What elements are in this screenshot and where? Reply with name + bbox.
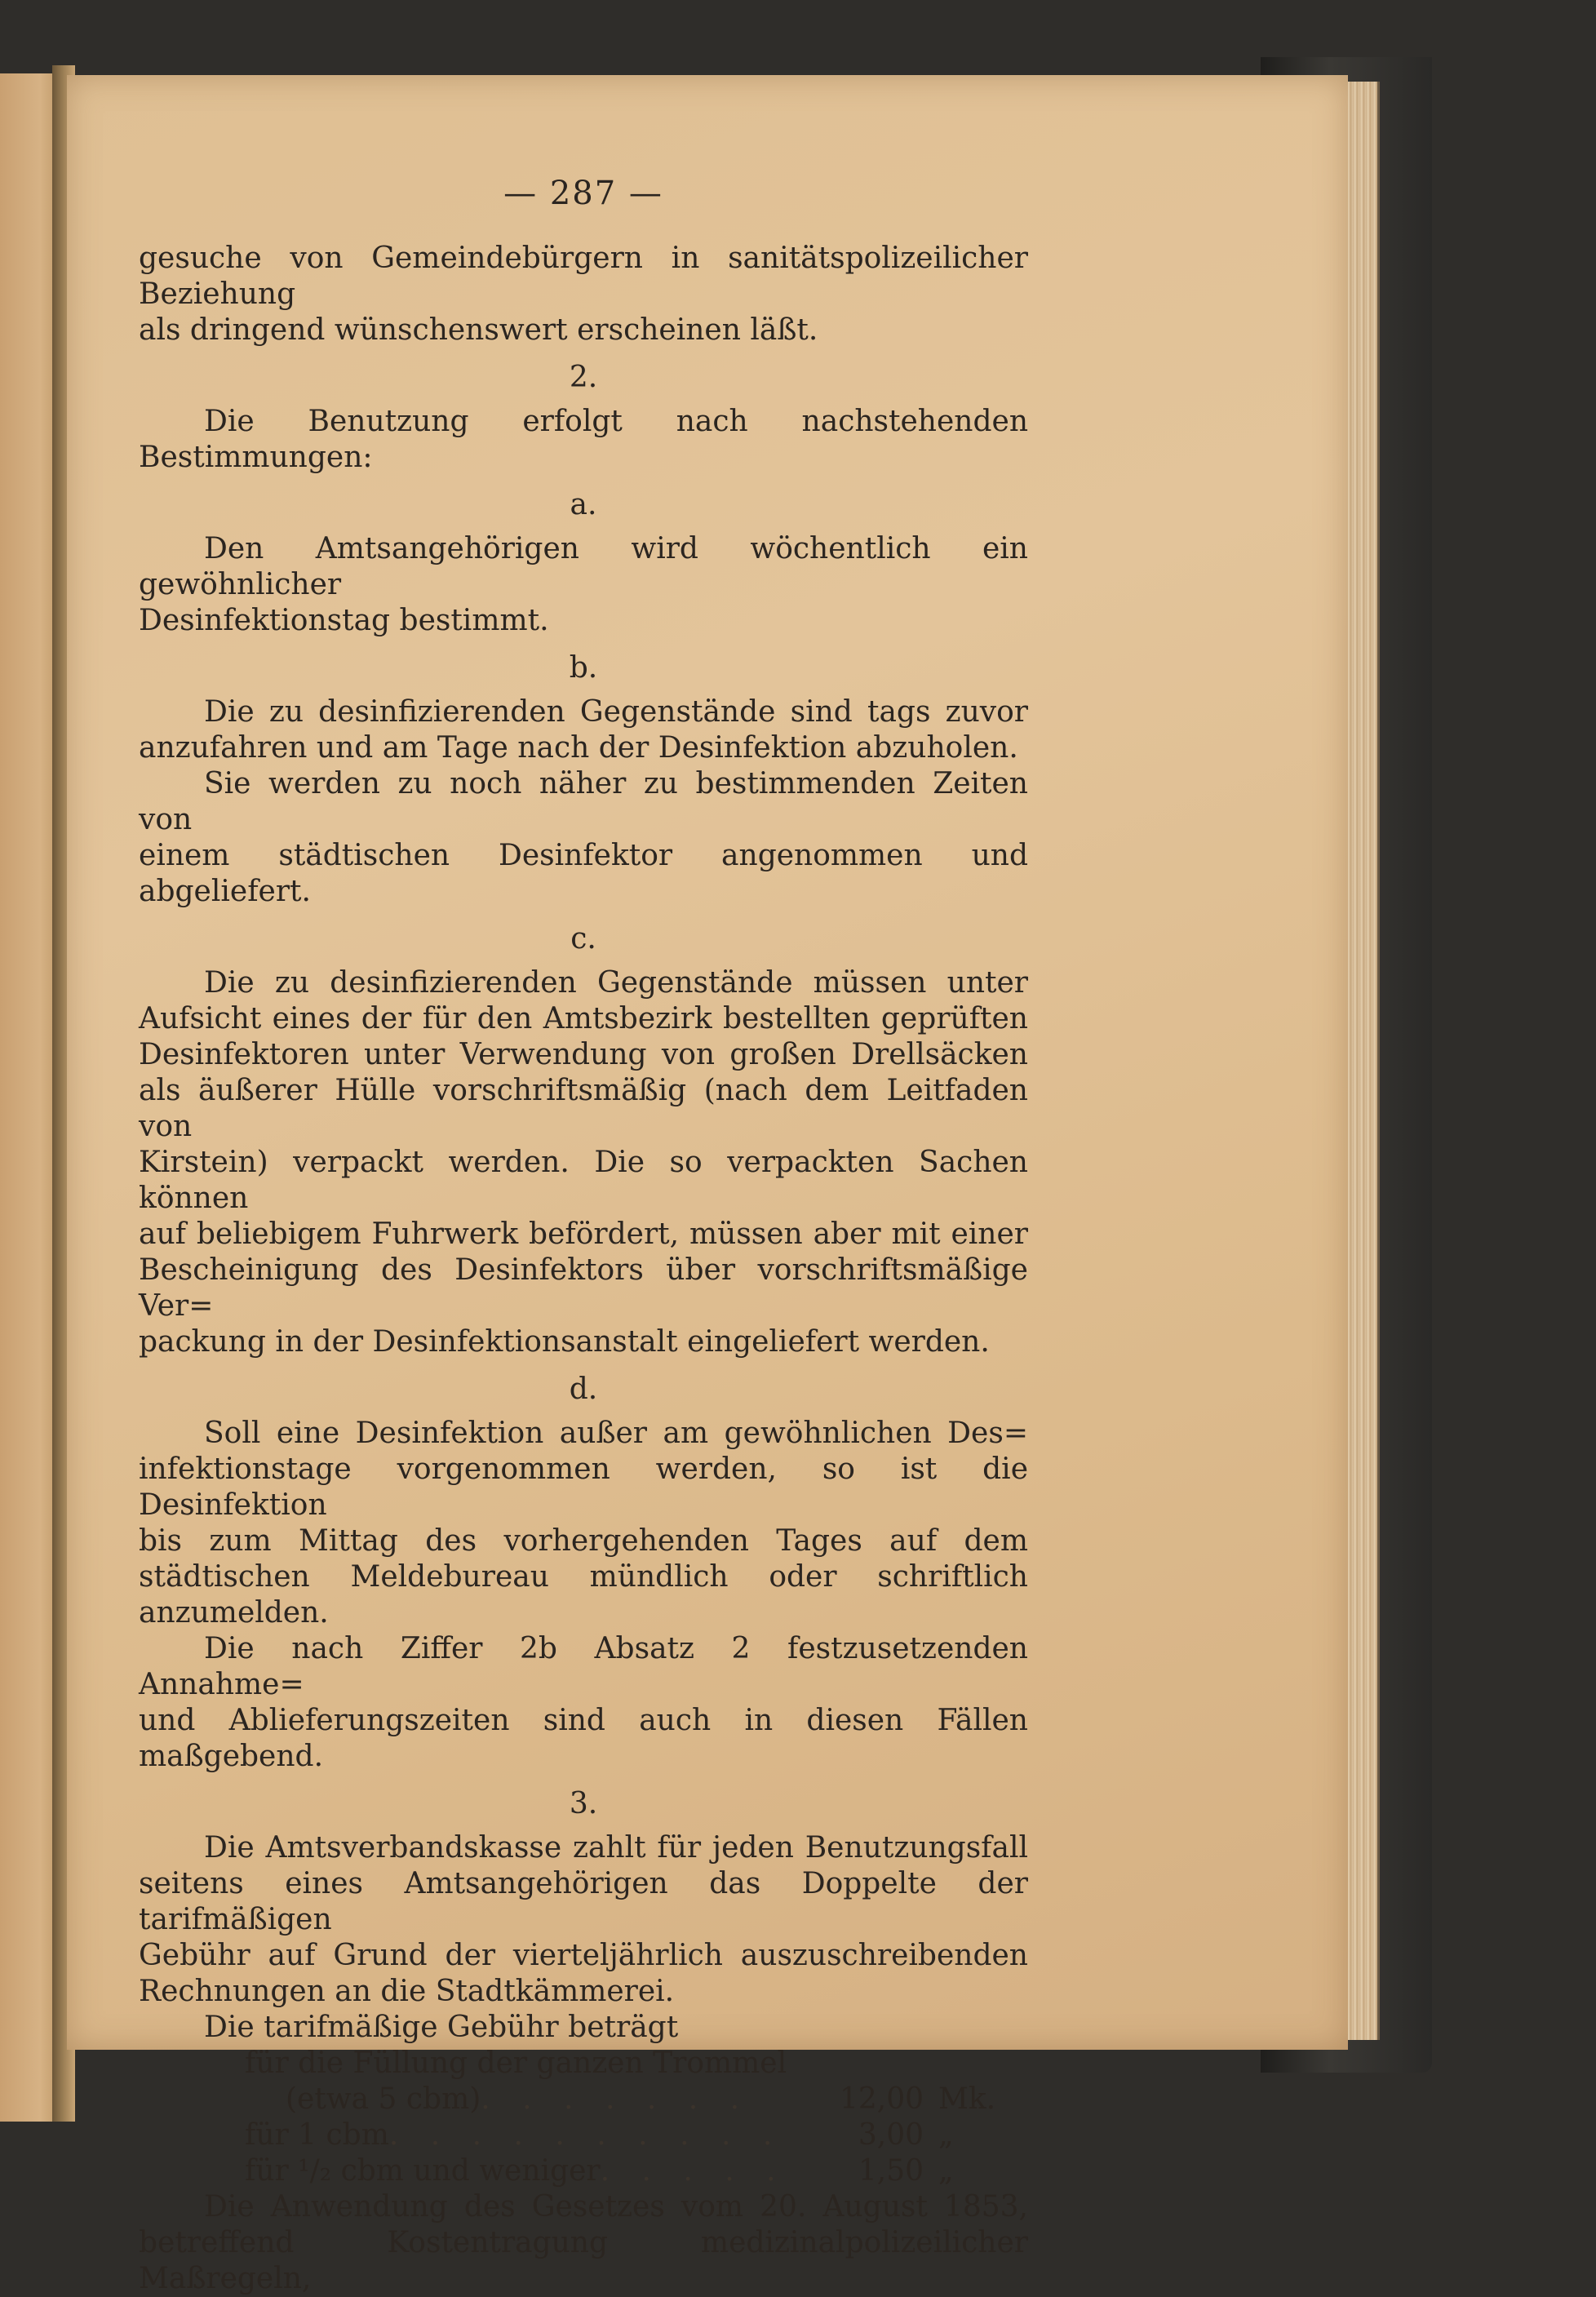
text-line: Bescheinigung des Desinfektors über vorschriftsmäßige Ver= [139, 1253, 1028, 1323]
fee-unit: „ [938, 2118, 954, 2152]
text-line: gesuche von Gemeindebürgern in sanitätspolizeilicher Beziehung [139, 242, 1028, 311]
text-line: Desinfektoren unter Verwendung von großen Drellsäcken [139, 1038, 1028, 1071]
text-line: auf beliebigem Fuhrwerk befördert, müssen aber mit einer [139, 1217, 1028, 1251]
fee-dots: . . . . . . . . . . [388, 2118, 784, 2152]
fee-label: (etwa 5 cbm) [286, 2082, 481, 2116]
paragraph [139, 766, 1028, 910]
text-line: Desinfektionstag bestimmt. [139, 604, 549, 637]
text-line: Die zu desinfizierenden Gegenstände müssen unter [204, 966, 1028, 1000]
text-line: Die tarifmäßige Gebühr beträgt [204, 2011, 679, 2044]
text-line: Den Amtsangehörigen wird wöchentlich ein gewöhnlicher [139, 532, 1028, 601]
fee-label: für ¹/₂ cbm und weniger [245, 2154, 601, 2188]
section-heading: b. [569, 651, 598, 685]
text-line: städtischen Meldebureau mündlich oder schriftlich anzumelden. [139, 1560, 1028, 1630]
fee-dots: . . . . . . . [481, 2082, 751, 2116]
text-line: Die Benutzung erfolgt nach nachstehenden Bestimmungen: [139, 405, 1028, 474]
text-line: Die nach Ziffer 2b Absatz 2 festzusetzenden Annahme= [139, 1632, 1028, 1701]
fee-amount: 3,00 [858, 2118, 924, 2152]
paragraph [139, 1830, 1028, 2010]
text-line: Soll eine Desinfektion außer am gewöhnlichen Des= [204, 1417, 1028, 1450]
text-line: als dringend wünschenswert erscheinen läßt. [139, 313, 818, 347]
section-heading: 2. [569, 361, 598, 394]
section-heading: 3. [569, 1787, 598, 1820]
text-line: Die zu desinfizierenden Gegenstände sind tags zuvor [204, 695, 1028, 729]
fee-amount: 1,50 [858, 2154, 924, 2188]
paragraph [139, 2010, 1028, 2046]
fee-unit: Mk. [938, 2082, 996, 2116]
paragraph [139, 241, 1028, 348]
page-number: — 287 — [503, 175, 663, 212]
fee-label: für 1 cbm [245, 2118, 389, 2152]
fee-rows [245, 2082, 1028, 2189]
text-line: infektionstage vorgenommen werden, so ist die Desinfektion [139, 1452, 1028, 1522]
text-line: bis zum Mittag des vorhergehenden Tages auf dem [139, 1524, 1028, 1558]
text-line: Kirstein) verpackt werden. Die so verpackten Sachen können [139, 1146, 1028, 1215]
text-line: Gebühr auf Grund der vierteljährlich auszuschreibenden [139, 1939, 1028, 1972]
fee-amount: 12,00 [839, 2082, 924, 2116]
text-line: und Ablieferungszeiten sind auch in diesen Fällen maßgebend. [139, 1704, 1028, 1773]
text-line: Sie werden zu noch näher zu bestimmenden Zeiten von [139, 767, 1028, 836]
text-line: anzufahren und am Tage nach der Desinfektion abzuholen. [139, 731, 1018, 765]
section-heading: c. [570, 922, 596, 956]
paragraph [139, 694, 1028, 766]
text-line: Die Anwendung des Gesetzes vom 20. August 1853, [204, 2190, 1028, 2224]
text-line: Die Amtsverbandskasse zahlt für jeden Benutzungsfall [204, 1831, 1028, 1865]
closing-paragraph [139, 2189, 1028, 2297]
paragraph [139, 965, 1028, 1360]
text-blocks [139, 241, 1028, 2046]
fee-row [245, 2082, 1028, 2117]
section-heading: d. [569, 1372, 598, 1406]
paragraph [139, 1631, 1028, 1775]
page-text [139, 175, 1028, 2297]
fee-intro: für die Füllung der ganzen Trommel [245, 2046, 787, 2080]
section-heading: a. [570, 488, 597, 521]
paragraph [139, 531, 1028, 639]
fee-row [245, 2153, 1028, 2189]
paragraph [139, 404, 1028, 476]
text-line: Rechnungen an die Stadtkämmerei. [139, 1975, 675, 2008]
paragraph [139, 1416, 1028, 1631]
fee-unit: „ [938, 2154, 954, 2188]
text-line: einem städtischen Desinfektor angenommen und abgeliefert. [139, 839, 1028, 908]
text-line: packung in der Desinfektionsanstalt eingeliefert werden. [139, 1325, 990, 1359]
text-line: seitens eines Amtsangehörigen das Doppelte der tarifmäßigen [139, 1867, 1028, 1936]
fee-table [245, 2046, 1028, 2189]
text-line: als äußerer Hülle vorschriftsmäßig (nach dem Leitfaden von [139, 1074, 1028, 1143]
text-line: betreffend Kostentragung medizinalpolizeilicher Maßregeln, [139, 2226, 1028, 2295]
fee-row [245, 2117, 1028, 2153]
fee-dots: . . . . . [600, 2154, 787, 2188]
text-line: Aufsicht eines der für den Amtsbezirk bestellten geprüften [139, 1002, 1028, 1035]
